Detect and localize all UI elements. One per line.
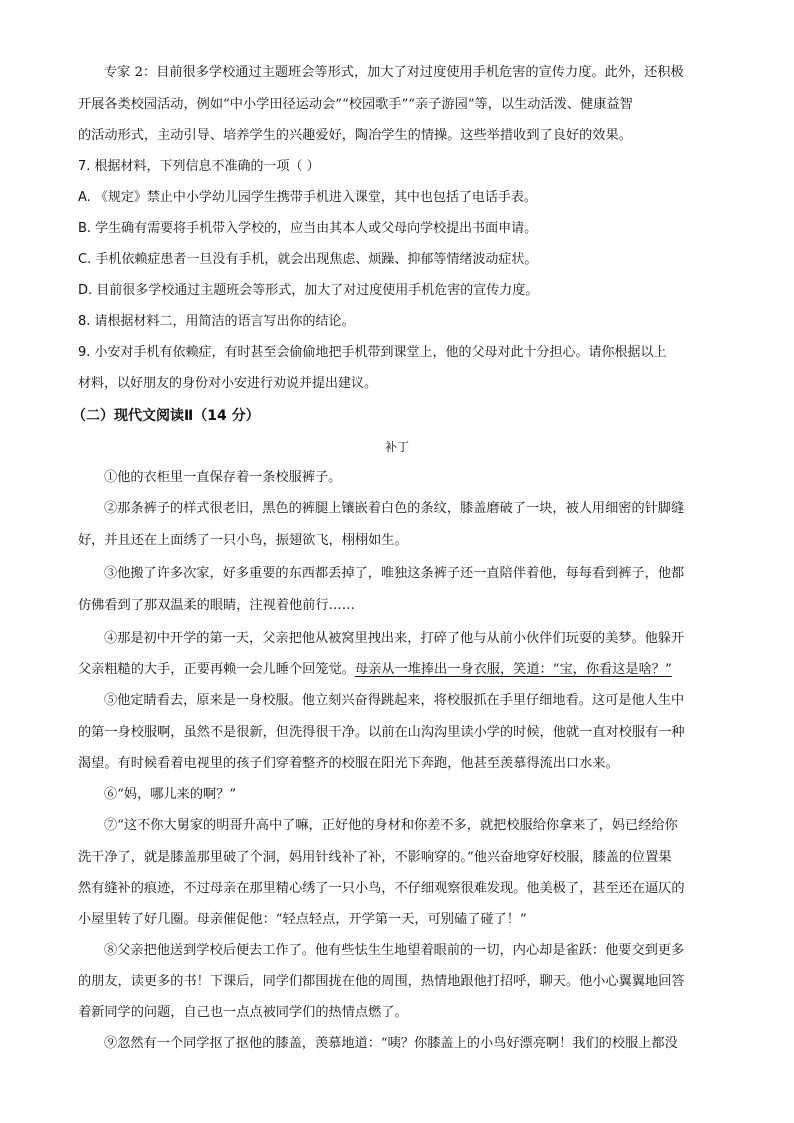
paragraph-4-line-1: ④那是初中开学的第一天，父亲把他从被窝里拽出来，打碎了他与从前小伙伴们玩耍的美梦。他躲开 [104, 631, 685, 646]
paragraph-5-line-2: 的第一身校服啊，虽然不是很新，但洗得很干净。以前在山沟沟里读小学的时候，他就一直对校服有一种 [78, 725, 685, 740]
question-7-option-b: B. 学生确有需要将手机带入学校的，应当由其本人或父母向学校提出书面申请。 [78, 221, 538, 236]
expert-2-line-3: 的活动形式，主动引导、培养学生的兴趣爱好，陶冶学生的情操。这些举措收到了良好的效果。 [78, 128, 632, 143]
paragraph-1: ①他的衣柜里一直保存着一条校服裤子。 [104, 470, 342, 485]
story-title: 补丁 [384, 440, 409, 454]
paragraph-5-line-3: 渴望。有时候看着电视里的孩子们穿着整齐的校服在阳光下奔跑，他甚至羡慕得流出口水来。 [78, 756, 619, 771]
question-7-stem: 7. 根据材料，下列信息不准确的一项（ ） [78, 159, 320, 174]
paragraph-7-line-4: 小屋里转了好几圈。母亲催促他：“轻点轻点，开学第一天，可别磕了碰了！” [78, 912, 527, 927]
paragraph-2-line-1: ②那条裤子的样式很老旧，黑色的裤腿上镶嵌着白色的条纹，膝盖磨破了一块，被人用细密的针脚缝 [104, 501, 685, 516]
question-8: 8. 请根据材料二，用简洁的语言写出你的结论。 [78, 314, 355, 329]
paragraph-4-line-2-plain: 父亲粗糙的大手，正要再赖一会儿睡个回笼觉。 [78, 662, 355, 677]
paragraph-2-line-2: 好，并且还在上面绣了一只小鸟，振翅欲飞，栩栩如生。 [78, 533, 408, 548]
section-heading: （二）现代文阅读Ⅱ（14 分） [72, 408, 260, 424]
question-7-option-d: D. 目前很多学校通过主题班会等形式，加大了对过度使用手机危害的宣传力度。 [78, 283, 539, 298]
expert-2-line-2: 开展各类校园活动，例如“中小学田径运动会”“校园歌手”“亲子游园”等，以生动活泼、健康益智 [78, 97, 633, 112]
paragraph-3-line-1: ③他搬了许多次家，好多重要的东西都丢掉了，唯独这条裤子还一直陪伴着他，每每看到裤子，他都 [104, 566, 685, 581]
paragraph-7-line-1: ⑦“这不你大舅家的明哥升高中了嘛，正好他的身材和你差不多，就把校服给你拿来了，妈已经给你 [104, 818, 678, 833]
paragraph-8-line-3: 着新同学的问题，自己也一点点被同学们的热情点燃了。 [78, 1005, 408, 1020]
paragraph-4-line-2 [78, 661, 672, 679]
paragraph-8-line-1: ⑧父亲把他送到学校后便去工作了。他有些怯生生地望着眼前的一切，内心却是雀跃：他要交到更多 [104, 943, 685, 958]
paragraph-7-line-2: 洗干净了，就是膝盖那里破了个洞，妈用针线补了补，不影响穿的。”他兴奋地穿好校服，膝盖的位置果 [78, 850, 672, 865]
question-9-line-2: 材料，以好朋友的身份对小安进行劝说并提出建议。 [78, 376, 378, 391]
expert-2-line-1: 专家 2：目前很多学校通过主题班会等形式，加大了对过度使用手机危害的宣传力度。此外，还积极 [104, 65, 684, 80]
question-7-option-c: C. 手机依赖症患者一旦没有手机，就会出现焦虑、烦躁、抑郁等情绪波动症状。 [78, 252, 538, 267]
paragraph-5-line-1: ⑤他定睛看去，原来是一身校服。他立刻兴奋得跳起来，将校服抓在手里仔细地看。这可是他人生中 [104, 693, 685, 708]
question-9-line-1: 9. 小安对手机有依赖症，有时甚至会偷偷地把手机带到课堂上，他的父母对此十分担心。请你根据以上 [78, 345, 667, 360]
paragraph-8-line-2: 的朋友，读更多的书！下课后，同学们都围拢在他的周围，热情地跟他打招呼，聊天。他小心翼翼地回答 [78, 974, 685, 989]
paragraph-4-underlined-sentence: 母亲从一堆捧出一身衣服，笑道：“宝，你看这是啥？” [354, 662, 672, 677]
paragraph-3-line-2: 仿佛看到了那双温柔的眼睛，注视着他前行…… [78, 598, 355, 613]
paragraph-9-line-1: ⑨忽然有一个同学抠了抠他的膝盖，羡慕地道：“咦？你膝盖上的小鸟好漂亮啊！我们的校服上都没 [104, 1036, 678, 1051]
paragraph-7-line-3: 然有缝补的痕迹，不过母亲在那里精心绣了一只小鸟，不仔细观察很难发现。他美极了，甚至还在逼仄的 [78, 881, 685, 896]
paragraph-6: ⑥“妈，哪儿来的啊？” [104, 787, 237, 802]
question-7-option-a: A. 《规定》禁止中小学幼儿园学生携带手机进入课堂，其中也包括了电话手表。 [78, 190, 537, 205]
